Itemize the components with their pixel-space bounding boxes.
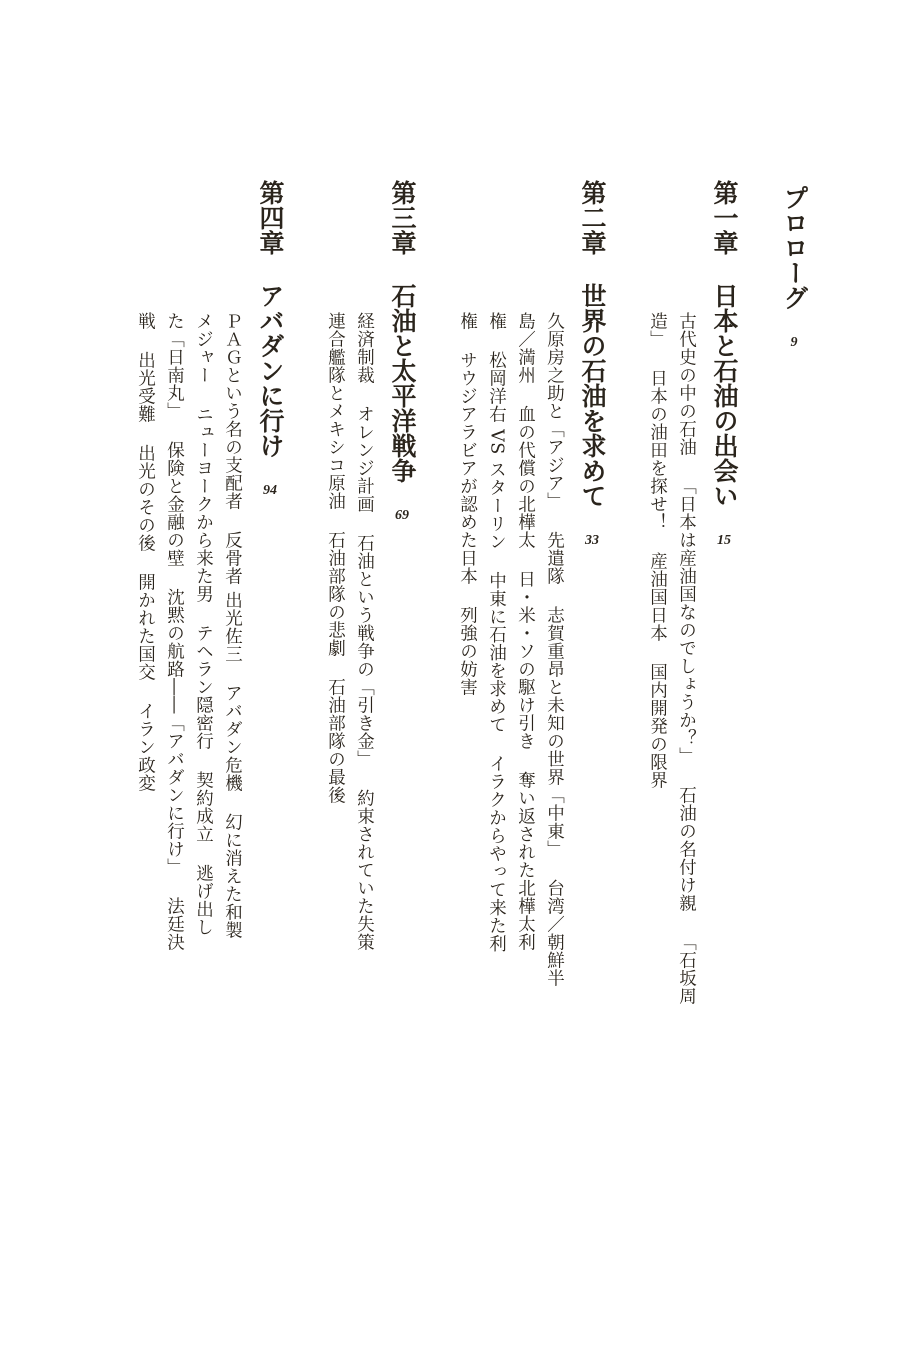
toc-entry: 法廷決 xyxy=(164,897,185,951)
toc-entry: 台湾／朝鮮半 xyxy=(544,879,565,987)
toc-entry: サウジアラビアが認めた日本 xyxy=(457,351,478,585)
chapter-4-page-number: 94 xyxy=(263,483,277,498)
chapter-2-line-1 xyxy=(545,312,563,987)
toc-entry: 出光のその後 xyxy=(135,444,156,552)
toc-entry: 沈黙の航路――「アバダンに行け」 xyxy=(164,588,185,876)
chapter-3-label: 第三章 xyxy=(388,180,417,255)
prologue-page-number: 9 xyxy=(790,335,798,350)
chapter-4-line-2 xyxy=(194,312,212,936)
toc-entry: 列強の妨害 xyxy=(457,606,478,696)
chapter-1-line-1 xyxy=(677,312,695,1005)
prologue-heading xyxy=(782,185,807,350)
chapter-3-line-2 xyxy=(326,312,344,804)
chapter-2-line-2 xyxy=(516,312,534,951)
toc-entry: 久原房之助と「アジア」 xyxy=(544,312,565,510)
toc-entry: 国内開発の限界 xyxy=(647,663,668,789)
toc-entry: 出光受難 xyxy=(135,351,156,423)
toc-entry: 石油の名付け親 xyxy=(676,786,697,912)
chapter-4-heading xyxy=(258,283,283,498)
toc-entry: 血の代償の北樺太 xyxy=(515,405,536,549)
chapter-2-heading xyxy=(580,283,605,548)
toc-entry: イラクからやって来た利 xyxy=(486,754,507,953)
chapter-1-line-2 xyxy=(648,312,666,789)
toc-entry: 奪い返された北樺太利 xyxy=(515,771,536,951)
chapter-4-line-1 xyxy=(223,312,241,939)
toc-entry: ニューヨークから来た男 xyxy=(193,405,214,603)
toc-entry: 経済制裁 xyxy=(354,312,375,384)
toc-entry: 「石坂周 xyxy=(676,933,697,1005)
chapter-2-line-4 xyxy=(458,312,476,696)
toc-entry: 契約成立 xyxy=(193,771,214,843)
chapter-3-title: 石油と太平洋戦争 xyxy=(388,283,417,483)
toc-entry: 石油部隊の最後 xyxy=(325,678,346,804)
toc-entry: た「日南丸」 xyxy=(164,312,185,420)
toc-entry: 約束されていた失策 xyxy=(354,789,375,951)
toc-entry: 日本の油田を探せ！ xyxy=(647,369,668,531)
toc-entry: 幻に消えた和製 xyxy=(222,813,243,940)
toc-entry: 「日本は産油国なのでしょうか？」 xyxy=(676,477,697,765)
toc-entry: 日・米・ソの駆け引き xyxy=(515,570,536,750)
toc-entry: 保険と金融の壁 xyxy=(164,441,185,567)
chapter-1-page-number: 15 xyxy=(717,533,731,548)
toc-entry: アバダン危機 xyxy=(222,684,243,793)
toc-entry: テヘラン隠密行 xyxy=(193,624,214,750)
toc-entry: 逃げ出し xyxy=(193,864,214,936)
toc-entry: オレンジ計画 xyxy=(354,405,375,513)
toc-entry: 先遣隊 xyxy=(544,531,565,585)
chapter-1-heading xyxy=(712,283,737,548)
toc-entry: 石油という戦争の「引き金」 xyxy=(354,534,375,768)
toc-entry: ＰＡＧという名の支配者 xyxy=(222,312,243,510)
toc-entry: 開かれた国交 xyxy=(135,573,156,681)
chapter-2-label: 第二章 xyxy=(578,180,607,255)
toc-entry: 島／満州 xyxy=(515,312,536,384)
chapter-4-label: 第四章 xyxy=(256,180,285,255)
toc-entry: 権 xyxy=(457,312,478,330)
toc-entry: 権 xyxy=(486,312,507,330)
toc-entry: 戦 xyxy=(135,312,156,330)
chapter-2-page-number: 33 xyxy=(585,533,599,548)
toc-entry: 松岡洋右 VS スターリン xyxy=(486,351,507,551)
chapter-4-title: アバダンに行け xyxy=(256,283,285,458)
toc-entry: 石油部隊の悲劇 xyxy=(325,531,346,657)
chapter-3-heading xyxy=(390,283,415,523)
toc-entry: 中東に石油を求めて xyxy=(486,571,507,734)
chapter-3-line-1 xyxy=(355,312,373,951)
chapter-4-line-3 xyxy=(165,312,183,951)
toc-entry: メジャー xyxy=(193,312,214,384)
toc-entry: 古代史の中の石油 xyxy=(676,312,697,456)
toc-entry: 志賀重昂と未知の世界「中東」 xyxy=(544,606,565,858)
toc-entry: 造」 xyxy=(647,312,668,348)
toc-entry: 産油国日本 xyxy=(647,552,668,642)
toc-entry: 連合艦隊とメキシコ原油 xyxy=(325,312,346,510)
chapter-1-label: 第一章 xyxy=(710,180,739,255)
chapter-4-line-4 xyxy=(136,312,154,792)
toc-entry: イラン政変 xyxy=(135,702,156,792)
toc-entry: 反骨者 出光佐三 xyxy=(222,531,243,664)
chapter-1-title: 日本と石油の出会い xyxy=(710,283,739,508)
chapter-2-line-3 xyxy=(487,312,505,953)
chapter-2-title: 世界の石油を求めて xyxy=(578,283,607,508)
chapter-3-page-number: 69 xyxy=(395,508,409,523)
prologue-title: プロローグ xyxy=(780,185,809,310)
